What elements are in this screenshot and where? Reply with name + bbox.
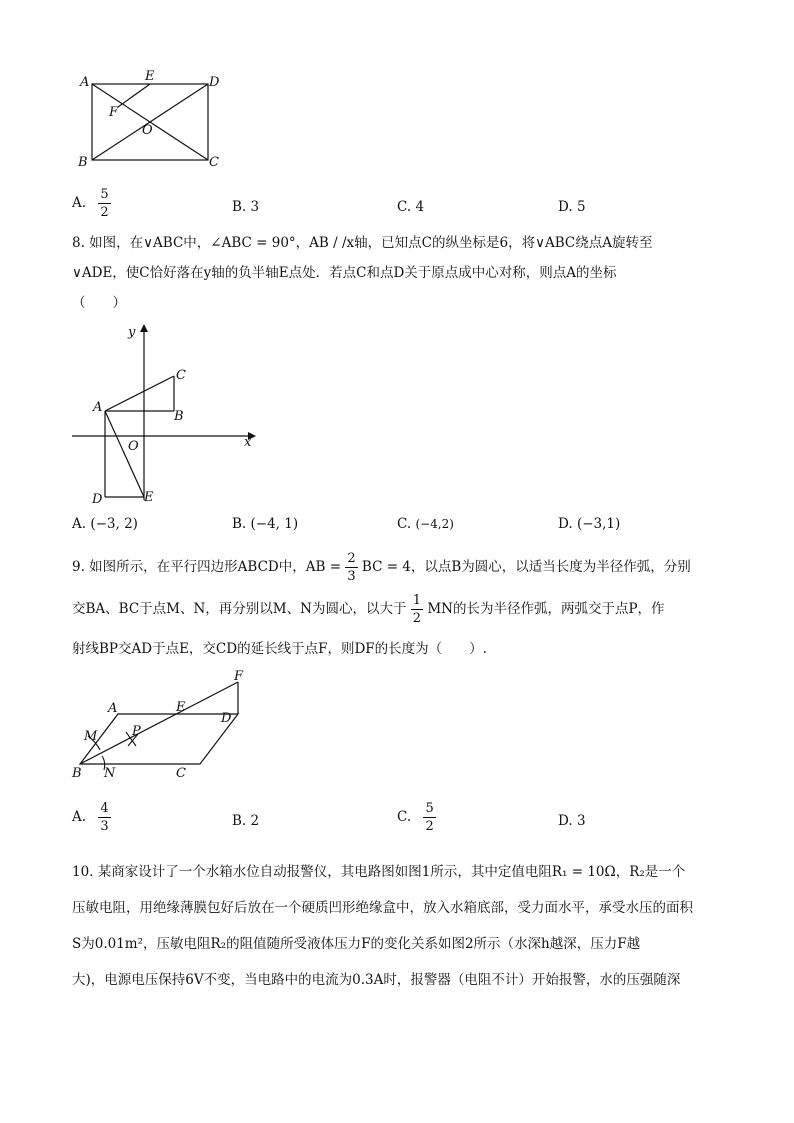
q8-line-2: ∨ADE，使C恰好落在y轴的负半轴E点处．若点C和点D关于原点成中心对称，则点A的坐标 (72, 265, 617, 281)
q7-segment-ef (118, 84, 150, 107)
q9-option-a-numerator: 4 (100, 801, 109, 816)
q10-line-4: 大)，电源电压保持6V不变，当电路中的电流为0.3A时，报警器（电阻不计）开始报警，水的压强随深 (72, 972, 681, 988)
q7-label-c: C (209, 155, 219, 170)
q10-line-3: S为0.01m²，压敏电阻R₂的阻值随所受液体压力F的变化关系如图2所示（水深h越深，压力F越 (72, 936, 641, 952)
q9-line-2 (72, 594, 665, 625)
q8-label-b: B (174, 409, 184, 424)
q9-option-d-text: 3 (576, 813, 586, 829)
q9-option-a-letter: A. (72, 809, 87, 825)
q7-option-d-text: 5 (576, 199, 586, 215)
q8-line-3: （ ） (72, 295, 126, 311)
q8-label-d: D (92, 492, 103, 507)
q9-line-1-fraction-numerator: 2 (347, 551, 356, 566)
q9-label-f: F (234, 669, 244, 684)
q7-option-a-fraction (98, 188, 110, 219)
q7-option-a-denominator: 2 (100, 205, 109, 220)
q9-option-c-numerator: 5 (425, 801, 434, 816)
q9-line-1-part-b: BC = 4，以点B为圆心，以适当长度为半径作弧，分别 (361, 559, 691, 575)
q7-option-d-letter: D. (558, 199, 573, 215)
q9-line-1-fraction-denominator: 3 (347, 569, 356, 584)
q9-label-p: P (132, 724, 141, 739)
q8-option-c-text: (−4,2) (415, 517, 454, 531)
q9-option-c-denominator: 2 (425, 819, 434, 834)
q7-label-f: F (109, 105, 119, 120)
q9-label-b: B (72, 766, 82, 781)
q8-y-axis-arrow (140, 324, 148, 332)
q7-label-a: A (80, 75, 90, 90)
q9-option-a (72, 802, 111, 833)
q9-option-c (397, 802, 436, 833)
q8-label-c: C (176, 368, 186, 383)
q8-option-a (72, 516, 138, 532)
q7-option-b (232, 199, 259, 215)
q9-option-b-letter: B. (232, 813, 247, 829)
q9-line-1-part-a: 9. 如图所示，在平行四边形ABCD中，AB = (72, 559, 342, 575)
q7-figure (72, 64, 232, 174)
q7-option-a-letter: A. (72, 195, 87, 211)
q8-label-x: x (244, 435, 252, 450)
q9-label-c: C (176, 766, 186, 781)
q10-line-1: 10. 某商家设计了一个水箱水位自动报警仪，其电路图如图1所示，其中定值电阻R₁ = 10Ω，R₂是一个 (72, 864, 686, 880)
q9-label-a: A (108, 701, 118, 716)
q7-option-c (397, 199, 424, 215)
q8-label-a: A (93, 400, 103, 415)
q9-option-b-text: 2 (250, 813, 260, 829)
q9-line-1 (72, 552, 691, 583)
q9-line-1-fraction (345, 552, 357, 583)
q9-label-m: M (84, 729, 98, 744)
q7-option-c-text: 4 (415, 199, 425, 215)
q9-option-a-fraction (98, 802, 110, 833)
q8-segment-ac (105, 376, 174, 411)
q7-option-d (558, 199, 586, 215)
q9-option-c-letter: C. (397, 809, 412, 825)
q9-line-2-fraction (411, 594, 423, 625)
q7-option-b-text: 3 (250, 199, 260, 215)
q8-figure (64, 318, 264, 510)
q8-line-1: 8. 如图，在∨ABC中，∠ABC = 90°，AB / /x轴，已知点C的纵坐标是6，将∨ABC绕点A旋转至 (72, 235, 653, 251)
q9-parallelogram (80, 714, 238, 764)
q8-option-b-text: (−4, 1) (250, 516, 299, 532)
q7-label-b: B (78, 155, 88, 170)
q8-option-a-text: (−3, 2) (90, 516, 138, 532)
q9-ray-bf (80, 682, 238, 764)
q9-option-b (232, 813, 259, 829)
q9-line-3: 射线BP交AD于点E，交CD的延长线于点F，则DF的长度为（ ）. (72, 641, 487, 657)
q10-line-2: 压敏电阻，用绝缘薄膜包好后放在一个硬质凹形绝缘盒中，放入水箱底部，受力面水平，承受水压的面积 (72, 900, 693, 916)
q9-option-c-fraction (423, 802, 435, 833)
q8-option-b-letter: B. (232, 516, 247, 532)
q9-line-2-part-a: 交BA、BC于点M、N，再分别以M、N为圆心，以大于 (72, 601, 407, 617)
q7-label-d: D (209, 75, 220, 90)
q9-line-2-fraction-denominator: 2 (412, 611, 422, 626)
q8-option-b (232, 516, 298, 532)
q9-label-n: N (104, 766, 116, 781)
q8-option-a-letter: A. (72, 516, 87, 532)
q7-label-o: O (142, 123, 153, 138)
q9-line-2-fraction-numerator: 1 (412, 593, 422, 608)
q8-label-y: y (128, 325, 136, 340)
q8-option-d-text: (−3,1) (576, 516, 621, 532)
q7-option-a-numerator: 5 (100, 187, 109, 202)
q7-option-a (72, 188, 111, 219)
q8-option-c-letter: C. (397, 516, 412, 532)
q8-option-d-letter: D. (558, 516, 573, 532)
q7-option-c-letter: C. (397, 199, 412, 215)
q9-figure (68, 666, 268, 786)
q9-option-a-denominator: 3 (100, 819, 109, 834)
q9-label-d: D (221, 711, 232, 726)
q8-option-d (558, 516, 620, 532)
q9-option-d-letter: D. (558, 813, 573, 829)
q8-segment-ae (105, 411, 144, 497)
q9-option-d (558, 813, 586, 829)
q7-label-e: E (145, 69, 155, 84)
q8-label-e: E (144, 490, 154, 505)
q7-option-b-letter: B. (232, 199, 247, 215)
q8-label-o: O (128, 439, 139, 454)
q8-option-c (397, 516, 454, 532)
q9-line-2-part-b: MN的长为半径作弧，两弧交于点P，作 (427, 601, 665, 617)
q9-label-e: E (176, 700, 186, 715)
